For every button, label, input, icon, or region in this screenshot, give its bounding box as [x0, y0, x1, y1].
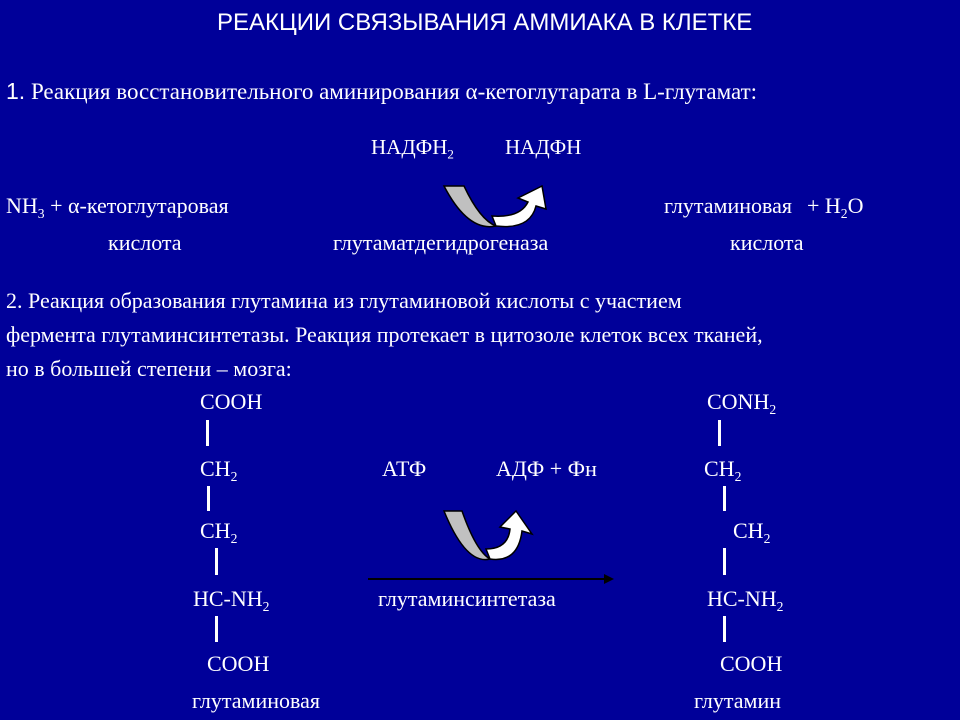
left-bond-1	[206, 420, 209, 446]
left-cooh-top: COOH	[200, 389, 263, 414]
reaction1-substrate: $NH_3$ + α-кетоглутаровая	[6, 193, 229, 221]
reaction2-arrow-icon	[368, 572, 618, 586]
reaction2-text-line1: 2. Реакция образования глутамина из глутаминовой кислоты с участием	[6, 288, 682, 313]
right-cooh-bottom: COOH	[720, 651, 783, 676]
right-hcnh2: $HC-NH_2$	[707, 586, 784, 614]
right-bond-3	[723, 548, 726, 575]
right-ch2-a: $CH_2$	[704, 456, 742, 484]
reaction2-text-line2: фермента глутаминсинтетазы. Реакция протекает в цитозоле клеток всех тканей,	[6, 322, 763, 347]
reaction2-enzyme: глутаминсинтетаза	[378, 586, 556, 611]
left-cooh-bottom: COOH	[207, 651, 270, 676]
reaction1-product: глутаминовая + $H_2O$	[664, 193, 864, 221]
cofactor-nadph: НАДФН	[505, 135, 582, 159]
adp-label: АДФ + Фн	[496, 456, 597, 481]
left-bond-2	[207, 486, 210, 511]
right-bond-4	[723, 616, 726, 642]
left-hcnh2: $HC-NH_2$	[193, 586, 270, 614]
cofactor-nadph2: $НАДФН_2$	[371, 135, 454, 162]
reaction1-product-line2: кислота	[730, 230, 804, 255]
left-ch2-b: $CH_2$	[200, 518, 238, 546]
reaction1-curved-arrow-icon	[438, 180, 558, 235]
right-bond-2	[723, 486, 726, 511]
left-compound-name: глутаминовая	[192, 688, 320, 713]
reaction1-heading: 1. Реакция восстановительного аминирования α-кетоглутарата в L-глутамат:	[6, 78, 758, 104]
reaction1-substrate-line2: кислота	[108, 230, 182, 255]
reaction2-text-line3: но в большей степени – мозга:	[6, 356, 292, 381]
reaction2-curved-arrow-icon	[438, 505, 558, 567]
slide-title: РЕАКЦИИ СВЯЗЫВАНИЯ АММИАКА В КЛЕТКЕ	[217, 9, 753, 36]
left-bond-4	[215, 616, 218, 642]
left-ch2-a: $CH_2$	[200, 456, 238, 484]
left-bond-3	[215, 548, 218, 575]
reaction1-enzyme: глутаматдегидрогеназа	[333, 230, 549, 255]
right-bond-1	[718, 420, 721, 446]
right-compound-name: глутамин	[694, 688, 782, 713]
right-conh2: $CONH_2$	[707, 389, 777, 417]
right-ch2-b: $CH_2$	[733, 518, 771, 546]
atp-label: АТФ	[382, 456, 427, 481]
